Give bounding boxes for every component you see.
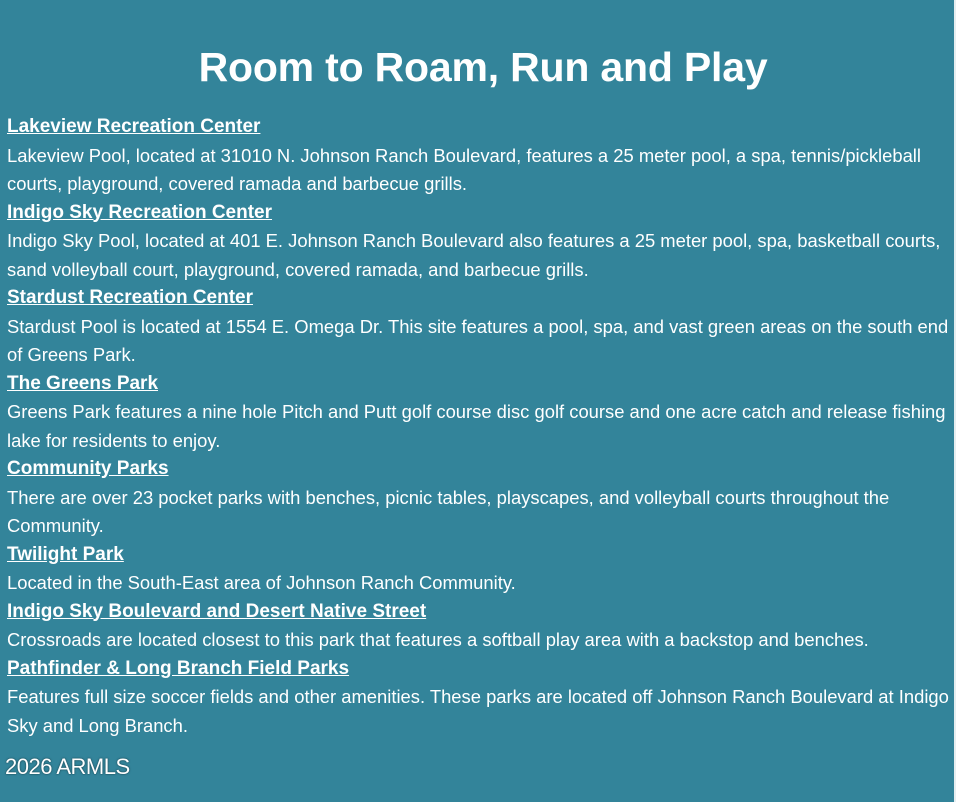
section-description: Indigo Sky Pool, located at 401 E. Johnson Ranch Boulevard also features a 25 meter pool, spa, basketball courts, sand volleyball court, playground, covered ramada, and barbecue grills. bbox=[7, 230, 941, 280]
section-indigo-sky-recreation-center bbox=[7, 199, 949, 285]
section-community-parks bbox=[7, 455, 949, 541]
section-heading: Community Parks bbox=[7, 458, 169, 479]
section-stardust-recreation-center bbox=[7, 284, 949, 370]
amenities-list bbox=[7, 113, 949, 740]
page-title: Room to Roam, Run and Play bbox=[198, 44, 768, 90]
section-description: Located in the South-East area of Johnson Ranch Community. bbox=[7, 572, 516, 593]
section-description: Lakeview Pool, located at 31010 N. Johnson Ranch Boulevard, features a 25 meter pool, a spa, tennis/pickleball courts, playground, covered ramada and barbecue grills. bbox=[7, 144, 921, 194]
copyright-watermark: 2026 ARMLS bbox=[5, 754, 130, 779]
section-description: Features full size soccer fields and other amenities. These parks are located off Johnson Ranch Boulevard at Indigo Sky and Long Branch. bbox=[7, 686, 949, 736]
section-heading: Stardust Recreation Center bbox=[7, 287, 254, 308]
section-description: Stardust Pool is located at 1554 E. Omega Dr. This site features a pool, spa, and vast green areas on the south end of Greens Park. bbox=[7, 315, 949, 365]
section-heading: Twilight Park bbox=[7, 543, 124, 565]
section-the-greens-park bbox=[7, 370, 949, 456]
section-heading: Indigo Sky Recreation Center bbox=[7, 201, 273, 223]
section-lakeview-recreation-center bbox=[7, 113, 949, 199]
section-heading: Pathfinder & Long Branch Field Parks bbox=[7, 657, 350, 679]
section-indigo-sky-boulevard bbox=[7, 598, 949, 655]
section-heading: Indigo Sky Boulevard and Desert Native Street bbox=[7, 600, 427, 622]
section-description: Crossroads are located closest to this park that features a softball play area with a backstop and benches. bbox=[7, 629, 869, 650]
section-description: There are over 23 pocket parks with benches, picnic tables, playscapes, and volleyball courts throughout the Community. bbox=[7, 486, 890, 536]
section-twilight-park bbox=[7, 541, 949, 598]
section-pathfinder-long-branch bbox=[7, 655, 949, 741]
section-heading: The Greens Park bbox=[7, 372, 159, 394]
section-heading: Lakeview Recreation Center bbox=[7, 116, 261, 137]
section-description: Greens Park features a nine hole Pitch and Putt golf course disc golf course and one acre catch and release fishing lake for residents to enjoy. bbox=[7, 401, 946, 451]
